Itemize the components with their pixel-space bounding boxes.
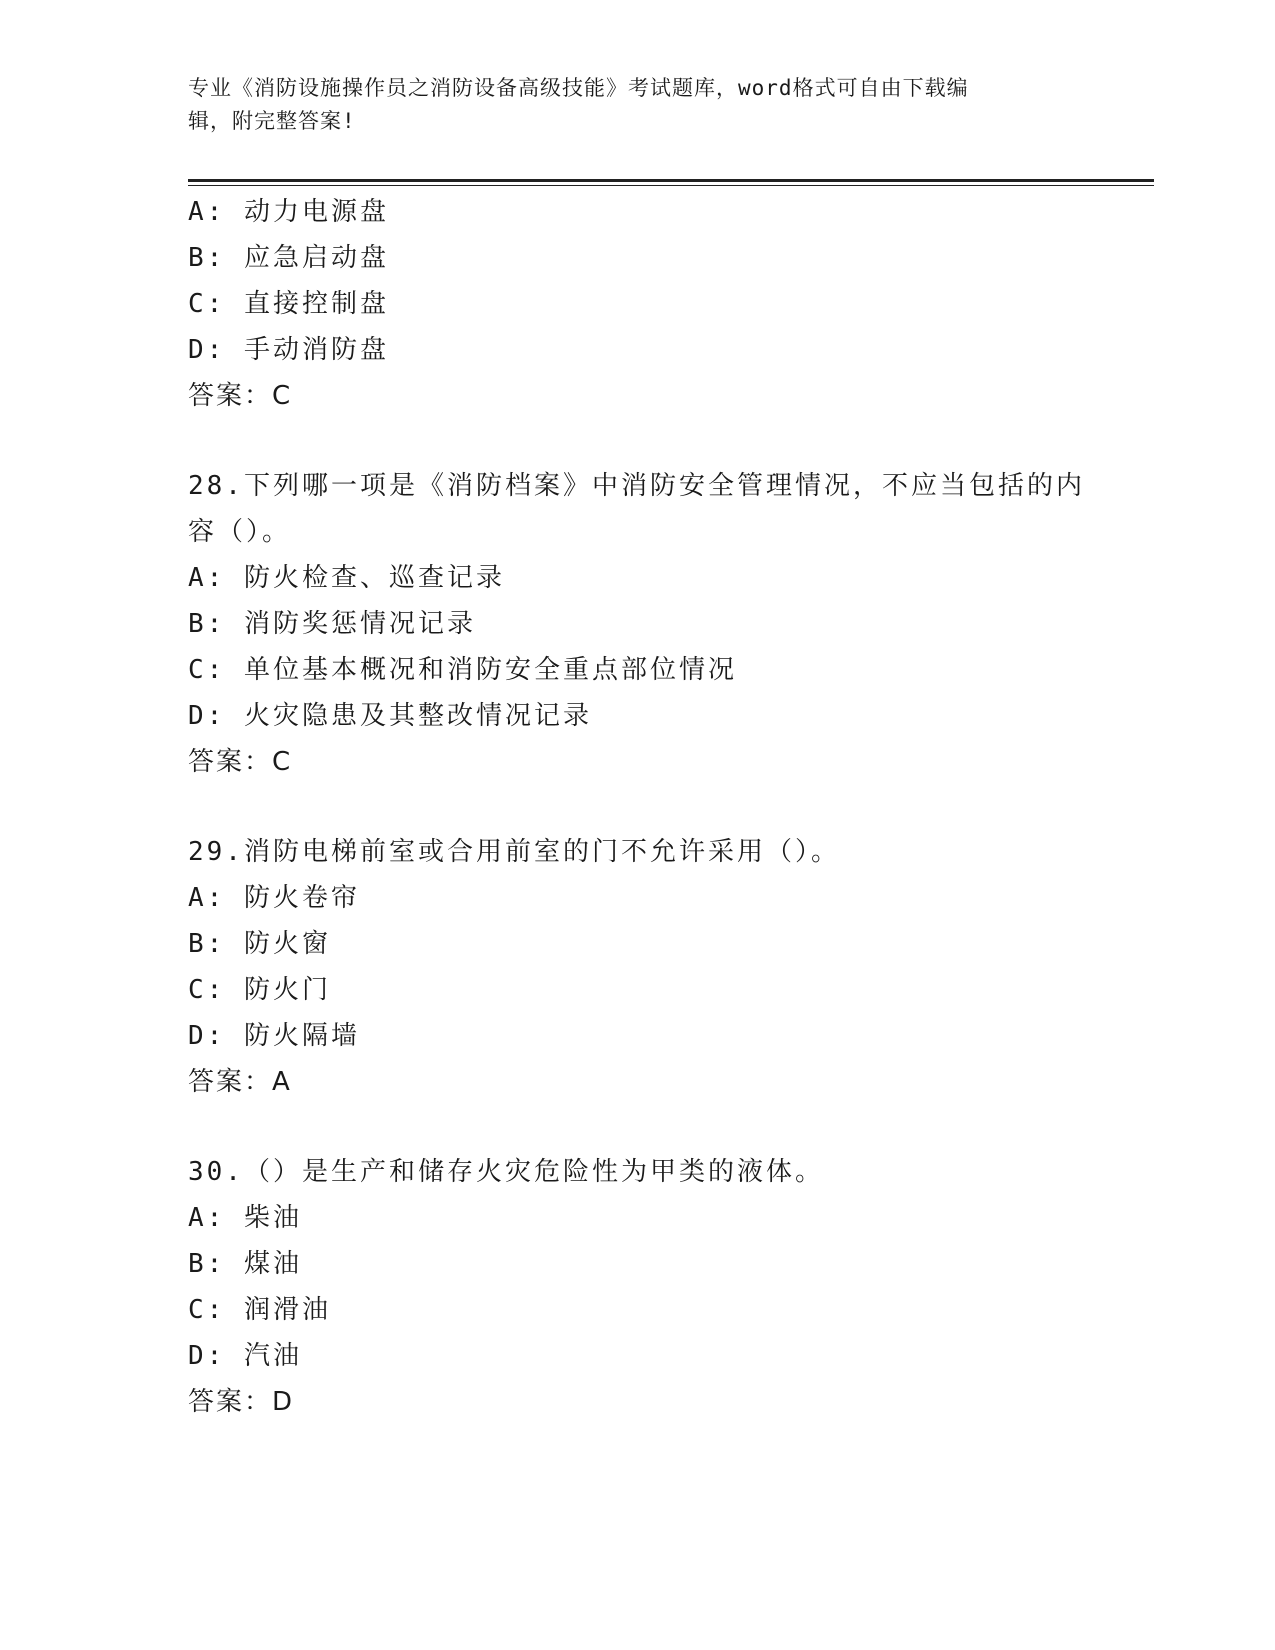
option-c: C: 单位基本概况和消防安全重点部位情况 <box>188 655 737 685</box>
question-block-30 <box>188 1149 1088 1425</box>
option-b: B: 应急启动盘 <box>188 243 389 273</box>
option-d: D: 防火隔墙 <box>188 1021 360 1051</box>
header-line-2: 辑，附完整答案! <box>188 109 356 133</box>
question-stem: 29.消防电梯前室或合用前室的门不允许采用（）。 <box>188 837 840 867</box>
question-stem-line-1: 28.下列哪一项是《消防档案》中消防安全管理情况，不应当包括的内 <box>188 471 1085 501</box>
header-divider-thin <box>188 185 1154 186</box>
option-a: A: 防火卷帘 <box>188 883 360 913</box>
option-b: B: 防火窗 <box>188 929 331 959</box>
question-stem-line-2: 容（）。 <box>188 517 292 547</box>
option-d: D: 汽油 <box>188 1341 302 1371</box>
answer-line: 答案：A <box>188 1067 292 1097</box>
option-c: C: 防火门 <box>188 975 331 1005</box>
option-b: B: 消防奖惩情况记录 <box>188 609 476 639</box>
option-a: A: 防火检查、巡查记录 <box>188 563 505 593</box>
answer-line: 答案：C <box>188 381 293 411</box>
document-header <box>188 72 1068 138</box>
question-block-27 <box>188 189 1088 419</box>
option-b: B: 煤油 <box>188 1249 302 1279</box>
header-divider-thick <box>188 179 1154 182</box>
question-list <box>188 189 1088 1425</box>
answer-line: 答案：D <box>188 1387 295 1417</box>
question-block-29 <box>188 829 1088 1105</box>
answer-line: 答案：C <box>188 747 293 777</box>
option-c: C: 直接控制盘 <box>188 289 389 319</box>
question-block-28 <box>188 463 1088 785</box>
option-a: A: 动力电源盘 <box>188 197 389 227</box>
question-stem: 30.（）是生产和储存火灾危险性为甲类的液体。 <box>188 1157 824 1187</box>
option-d: D: 手动消防盘 <box>188 335 389 365</box>
option-c: C: 润滑油 <box>188 1295 331 1325</box>
option-a: A: 柴油 <box>188 1203 302 1233</box>
header-line-1: 专业《消防设施操作员之消防设备高级技能》考试题库，word格式可自由下载编 <box>188 76 969 100</box>
option-d: D: 火灾隐患及其整改情况记录 <box>188 701 592 731</box>
